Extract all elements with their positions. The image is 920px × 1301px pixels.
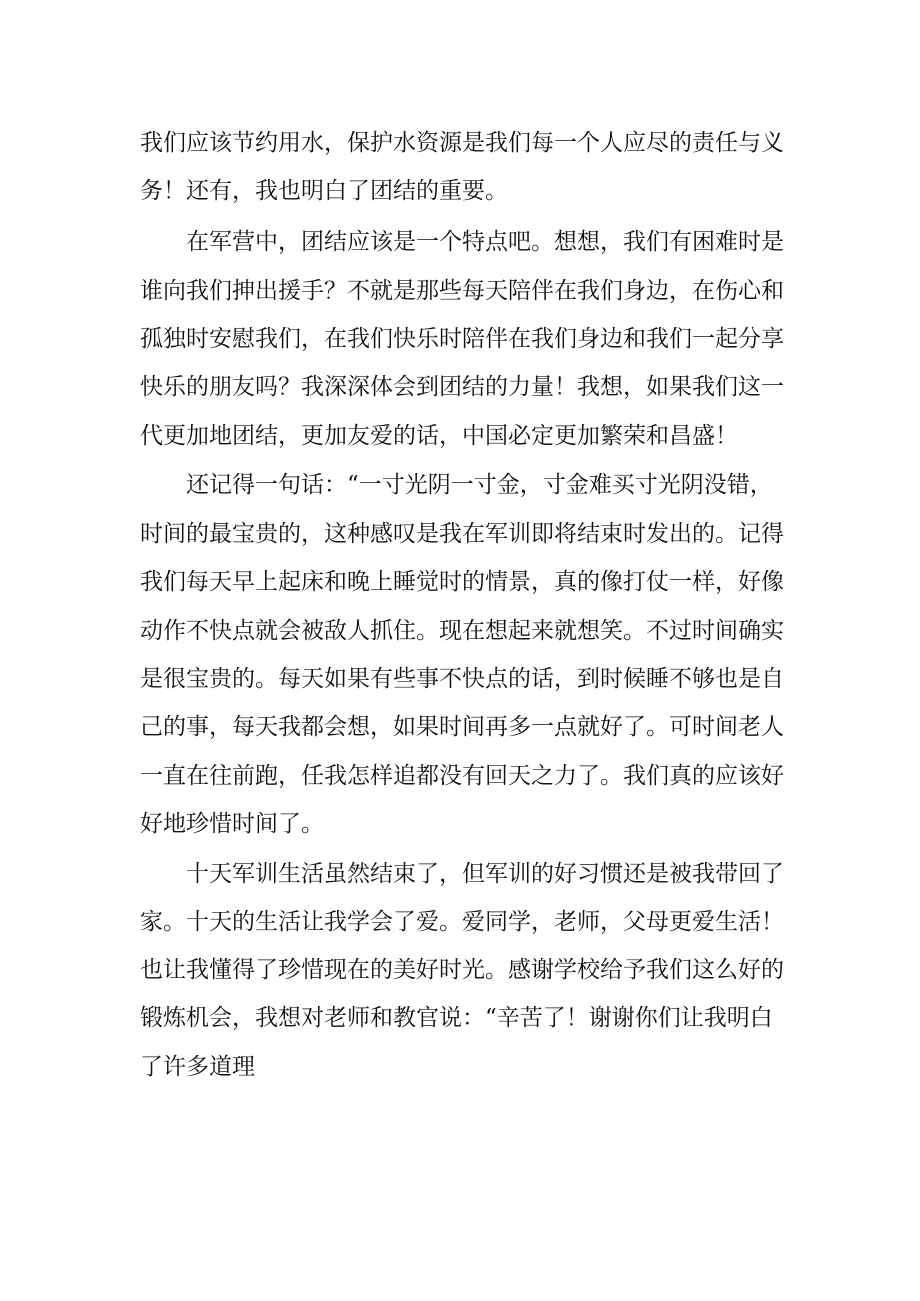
text-line: 是很宝贵的。每天如果有些事不快点的话，到时候睡不够也是自 [140,666,784,692]
text-line: 一直在往前跑，任我怎样追都没有回天之力了。我们真的应该好 [140,763,784,789]
paragraph-first-line: 十天军训生活虽然结束了，但军训的好习惯还是被我带回了 [186,861,784,887]
text-line: 时间的最宝贵的，这种感叹是我在军训即将结束时发出的。记得 [140,521,784,547]
text-line: 孤独时安慰我们，在我们快乐时陪伴在我们身边和我们一起分享 [140,326,784,352]
text-line: 快乐的朋友吗？我深深体会到团结的力量！我想，如果我们这一 [140,374,784,400]
paragraph-first-line: 在军营中，团结应该是一个特点吧。想想，我们有困难时是 [186,229,784,255]
text-line: 代更加地团结，更加友爱的话，中国必定更加繁荣和昌盛！ [140,423,738,449]
text-line: 我们应该节约用水，保护水资源是我们每一个人应尽的责任与义 [140,130,784,156]
text-line: 了许多道理 [140,1054,255,1080]
text-line: 好地珍惜时间了。 [140,811,324,837]
text-line: 家。十天的生活让我学会了爱。爱同学，老师，父母更爱生活！ [140,909,784,935]
text-line: 谁向我们抻出援手？不就是那些每天陪伴在我们身边，在伤心和 [140,278,784,304]
text-line: 动作不快点就会被敌人抓住。现在想起来就想笑。不过时间确实 [140,618,784,644]
text-line: 锻炼机会，我想对老师和教官说：“辛苦了！谢谢你们让我明白 [140,1005,773,1031]
text-line: 己的事，每天我都会想，如果时间再多一点就好了。可时间老人 [140,714,784,740]
paragraph-first-line: 还记得一句话：“一寸光阴一寸金，寸金难买寸光阴没错， [186,472,773,498]
text-line: 务！还有，我也明白了团结的重要。 [140,178,508,204]
text-line: 也让我懂得了珍惜现在的美好时光。感谢学校给予我们这么好的 [140,957,784,983]
text-line: 我们每天早上起床和晚上睡觉时的情景，真的像打仗一样，好像 [140,569,784,595]
